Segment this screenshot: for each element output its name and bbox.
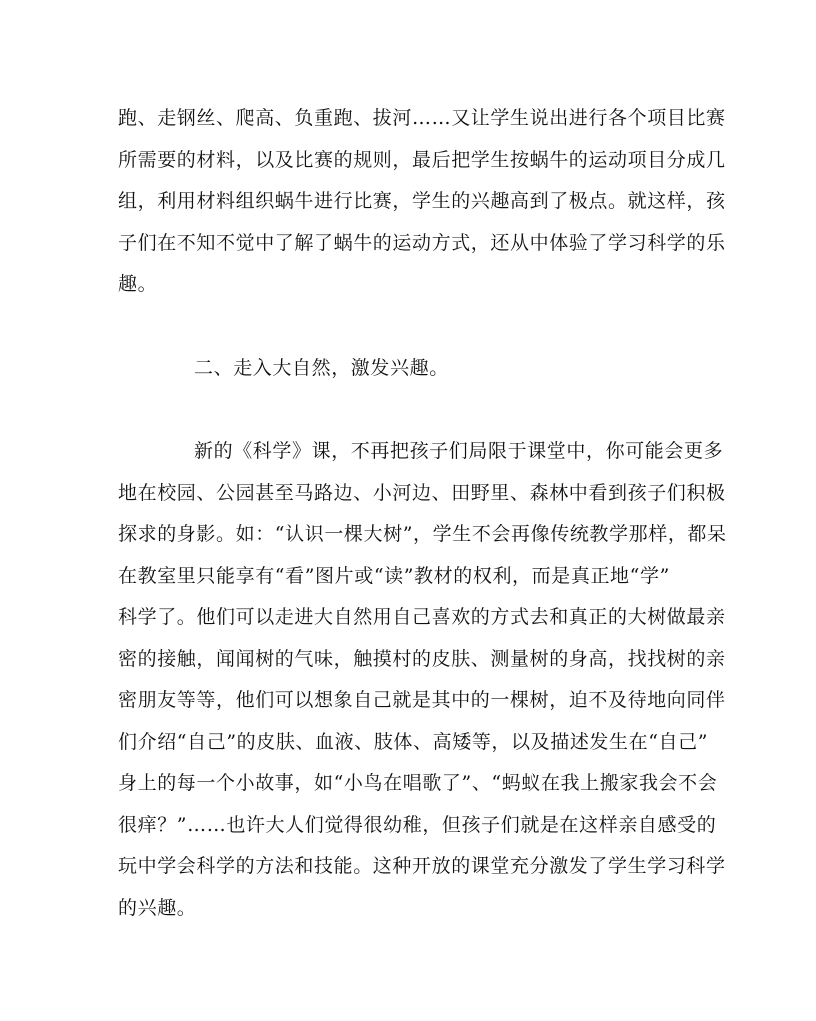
paragraph-line: 跑、走钢丝、爬高、负重跑、拔河……又让学生说出进行各个项目比赛: [118, 107, 726, 129]
paragraph-line: 们介绍“自己”的皮肤、血液、肢体、高矮等，以及描述发生在“自己”: [118, 730, 709, 753]
paragraph-line: 密的接触，闻闻树的气味，触摸村的皮肤、测量树的身高，找找树的亲: [118, 647, 726, 670]
paragraph-line: 组，利用材料组织蜗牛进行比赛，学生的兴趣高到了极点。就这样，孩: [118, 190, 726, 212]
paragraph-2: [118, 431, 727, 929]
paragraph-line: 趣。: [118, 273, 158, 295]
paragraph-line: 地在校园、公园甚至马路边、小河边、田野里、森林中看到孩子们积极: [118, 481, 726, 504]
paragraph-line: 的兴趣。: [118, 896, 197, 919]
paragraph-1: [118, 98, 726, 306]
section-heading: [118, 348, 700, 390]
paragraph-line: 身上的每一个小故事，如“小鸟在唱歌了”、“蚂蚁在我上搬家我会不会: [118, 772, 718, 794]
paragraph-line: 密朋友等等，他们可以想象自己就是其中的一棵树，迫不及待地向同伴: [118, 689, 726, 711]
paragraph-line: 探求的身影。如：“认识一棵大树”，学生不会再像传统教学那样，都呆: [118, 523, 727, 545]
paragraph-line: 新的《科学》课，不再把孩子们局限于课堂中，你可能会更多: [194, 440, 724, 462]
paragraph-line: 所需要的材料，以及比赛的规则，最后把学生按蜗牛的运动项目分成几: [118, 148, 726, 171]
paragraph-line: 子们在不知不觉中了解了蜗牛的运动方式，还从中体验了学习科学的乐: [118, 231, 726, 254]
paragraph-line: 科学了。他们可以走进大自然用自己喜欢的方式去和真正的大树做最亲: [118, 606, 726, 628]
paragraph-line: 在教室里只能享有“看”图片或“读”教材的权利，而是真正地“学”: [118, 564, 670, 587]
section-heading-text: 二、走入大自然，激发兴趣。: [194, 357, 449, 379]
paragraph-line: 很痒？”……也许大人们觉得很幼稚，但孩子们就是在这样亲自感受的: [118, 813, 717, 836]
paragraph-line: 玩中学会科学的方法和技能。这种开放的课堂充分激发了学生学习科学: [118, 855, 726, 877]
